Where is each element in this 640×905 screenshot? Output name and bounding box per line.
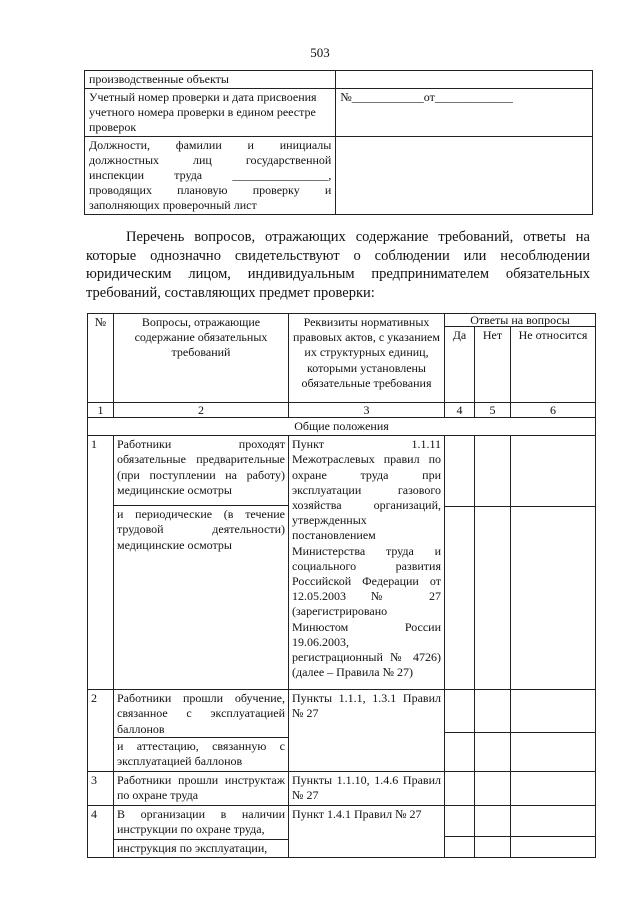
label-line: должностных лиц государственной xyxy=(89,153,332,167)
row-number: 4 xyxy=(88,805,114,857)
header-row xyxy=(88,314,596,327)
col-header-requisites: Реквизиты нормативных правовых актов, с указанием их структурных единиц, которыми установлены обязательные требования xyxy=(289,314,445,403)
question-cell xyxy=(114,805,289,857)
intro-paragraph: Перечень вопросов, отражающих содержание требований, ответы на которые однозначно свидетельствуют о соблюдении или несоблюдении юридическим лицом, индивидуальным предпринимателем обязательных требований, составляющих предмет проверки: xyxy=(86,229,590,301)
row-number: 1 xyxy=(88,436,114,690)
info-label: Учетный номер проверки и дата присвоения учетного номера проверки в едином реестре проверок xyxy=(85,89,336,137)
label-line: инспекции труда ________________, xyxy=(89,168,332,182)
inspection-info-table xyxy=(84,70,593,215)
answer-no-cell[interactable] xyxy=(475,690,511,771)
question-cell xyxy=(114,690,289,771)
label-line: Должности, фамилии и инициалы xyxy=(89,138,332,152)
question-part: Работники проходят обязательные предварительные (при поступлении на работу) медицинские осмотры xyxy=(117,437,285,497)
question-part: Работники прошли обучение, связанное с эксплуатацией баллонов xyxy=(117,691,285,736)
label-line: заполняющих проверочный лист xyxy=(89,198,257,212)
answer-yes-cell[interactable] xyxy=(445,690,475,771)
info-label: производственные объекты xyxy=(85,71,336,89)
requisites-cell: Пункты 1.1.10, 1.4.6 Правил № 27 xyxy=(289,771,445,805)
answer-na-cell[interactable] xyxy=(511,690,596,771)
table-row xyxy=(88,436,596,690)
answer-yes-cell[interactable] xyxy=(445,771,475,805)
col-number: 6 xyxy=(511,403,596,418)
page-number: 503 xyxy=(310,45,330,60)
col-header-question: Вопросы, отражающие содержание обязательных требований xyxy=(114,314,289,403)
col-header-answers: Ответы на вопросы xyxy=(445,314,596,327)
requisites-cell: Пункт 1.1.11 Межотраслевых правил по охране труда при эксплуатации газового хозяйства организаций, утвержденных постановлением Министерства труда и социального развития Российской Федерации от 12.05.2003 № 27 (зарегистрировано Минюстом России 19.06.2003, регистрационный № 4726) (далее – Правила № 27) xyxy=(289,436,445,690)
answer-no-cell[interactable] xyxy=(475,771,511,805)
col-header-no: Нет xyxy=(475,327,511,403)
column-number-row xyxy=(88,403,596,418)
info-label xyxy=(85,137,336,215)
answer-na-cell[interactable] xyxy=(511,805,596,857)
info-value xyxy=(336,137,593,215)
col-number: 4 xyxy=(445,403,475,418)
question-part: инструкция по эксплуатации, xyxy=(114,839,288,856)
table-row xyxy=(88,771,596,805)
col-header-na: Не относится xyxy=(511,327,596,403)
col-header-num: № xyxy=(88,314,114,403)
question-part: и периодические (в течение трудовой деятельности) медицинские осмотры xyxy=(114,505,288,553)
question-cell: Работники прошли инструктаж по охране труда xyxy=(114,771,289,805)
question-part: В организации в наличии инструкции по охране труда, xyxy=(117,806,285,836)
table-row xyxy=(85,71,593,89)
info-value xyxy=(336,71,593,89)
question-part: и аттестацию, связанную с эксплуатацией баллонов xyxy=(114,737,288,769)
section-row xyxy=(88,418,596,436)
table-row xyxy=(85,137,593,215)
answer-no-cell[interactable] xyxy=(475,436,511,690)
table-row xyxy=(88,690,596,771)
col-number: 1 xyxy=(88,403,114,418)
answer-yes-cell[interactable] xyxy=(445,436,475,690)
row-number: 3 xyxy=(88,771,114,805)
checklist-table xyxy=(87,313,596,858)
col-number: 2 xyxy=(114,403,289,418)
col-number: 3 xyxy=(289,403,445,418)
section-title: Общие положения xyxy=(88,418,596,436)
answer-na-cell[interactable] xyxy=(511,771,596,805)
requisites-cell: Пункты 1.1.1, 1.3.1 Правил № 27 xyxy=(289,690,445,771)
answer-na-cell[interactable] xyxy=(511,436,596,690)
requisites-cell: Пункт 1.4.1 Правил № 27 xyxy=(289,805,445,857)
col-header-yes: Да xyxy=(445,327,475,403)
row-number: 2 xyxy=(88,690,114,771)
col-number: 5 xyxy=(475,403,511,418)
question-cell xyxy=(114,436,289,690)
registration-number-field: №____________от_____________ xyxy=(336,89,593,137)
label-line: проводящих плановую проверку и xyxy=(89,183,332,197)
table-row xyxy=(85,89,593,137)
answer-yes-cell[interactable] xyxy=(445,805,475,857)
table-row xyxy=(88,805,596,857)
answer-no-cell[interactable] xyxy=(475,805,511,857)
